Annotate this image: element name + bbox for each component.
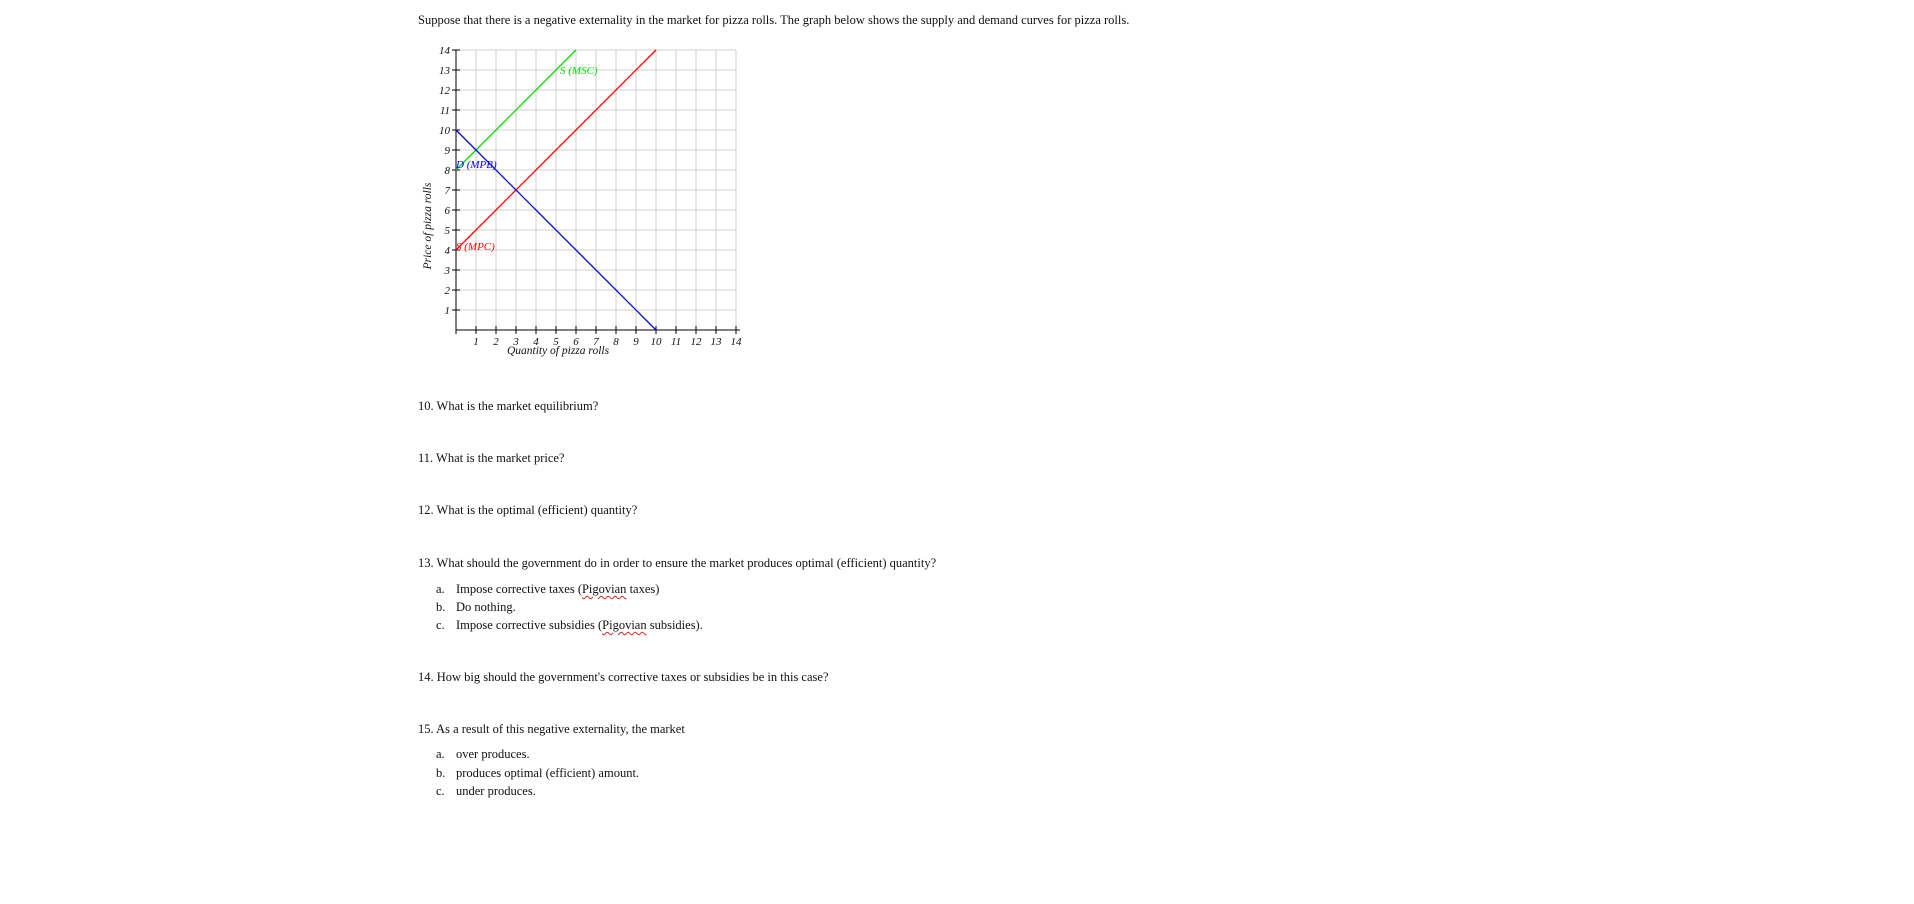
y-tick-label: 1: [444, 305, 450, 317]
option-text-pre: Impose corrective taxes (: [456, 582, 582, 596]
q15-option-b: [436, 766, 639, 781]
question-12: 12. What is the optimal (efficient) quantity?: [418, 503, 638, 517]
question-14: 14. How big should the government's corrective taxes or subsidies be in this case?: [418, 670, 829, 684]
y-tick-label: 2: [444, 285, 450, 297]
x-tick-label: 13: [710, 336, 722, 348]
x-tick-label: 2: [493, 336, 499, 348]
y-tick-label: 14: [439, 45, 450, 57]
question-11: 11. What is the market price?: [418, 451, 565, 465]
option-letter: b.: [436, 766, 446, 780]
option-letter: c.: [436, 618, 445, 632]
spellcheck-word: Pigovian: [602, 618, 647, 632]
q13-option-c: [436, 618, 703, 633]
option-text-post: subsidies).: [646, 618, 703, 632]
option-letter: a.: [436, 747, 445, 761]
y-tick-label: 9: [444, 145, 450, 157]
x-tick-label: 5: [553, 336, 559, 348]
x-tick-label: 12: [690, 336, 702, 348]
series-label-1: S (MPC): [456, 241, 495, 253]
x-tick-label: 7: [593, 336, 599, 348]
x-tick-label: 6: [573, 336, 579, 348]
spellcheck-word: Pigovian: [581, 582, 627, 596]
y-tick-label: 3: [444, 265, 450, 277]
y-tick-label: 5: [444, 225, 450, 237]
x-tick-label: 8: [613, 336, 619, 348]
intro-text: Suppose that there is a negative externality in the market for pizza rolls. The graph below shows the supply and demand curves for pizza rolls.: [418, 13, 1130, 27]
option-text-pre: Impose corrective subsidies (: [456, 618, 603, 632]
y-tick-label: 11: [439, 105, 450, 117]
option-text: over produces.: [456, 747, 530, 761]
q13-option-a: [436, 582, 659, 597]
y-tick-label: 6: [444, 205, 450, 217]
option-letter: b.: [436, 600, 446, 614]
y-axis-label: Price of pizza rolls: [422, 182, 434, 270]
x-tick-label: 1: [473, 336, 479, 348]
y-tick-label: 10: [439, 125, 450, 137]
question-13: 13. What should the government do in order to ensure the market produces optimal (efficient) quantity?: [418, 556, 937, 570]
question-10: 10. What is the market equilibrium?: [418, 399, 599, 413]
question-15: 15. As a result of this negative externality, the market: [418, 722, 685, 736]
option-letter: c.: [436, 784, 445, 798]
series-label-0: S (MSC): [560, 65, 598, 77]
x-tick-label: 11: [670, 336, 682, 348]
series-label-2: D (MPB): [456, 159, 497, 171]
x-tick-label: 3: [513, 336, 519, 348]
x-tick-label: 14: [730, 336, 742, 348]
option-text: under produces.: [456, 784, 536, 798]
x-tick-label: 4: [533, 336, 539, 348]
option-text-post: taxes): [626, 582, 660, 596]
y-tick-label: 4: [444, 245, 450, 257]
option-text: Do nothing.: [456, 600, 516, 614]
y-tick-label: 13: [439, 65, 450, 77]
y-tick-label: 8: [444, 165, 450, 177]
q13-option-b: [436, 600, 516, 615]
option-letter: a.: [436, 582, 445, 596]
x-tick-label: 10: [650, 336, 662, 348]
supply-demand-chart: [418, 34, 748, 364]
option-text: produces optimal (efficient) amount.: [456, 766, 640, 780]
y-tick-label: 12: [439, 85, 450, 97]
x-axis-label: Quantity of pizza rolls: [506, 345, 610, 357]
q15-option-c: [436, 784, 536, 799]
x-tick-label: 9: [633, 336, 639, 348]
q15-option-a: [436, 747, 530, 762]
y-tick-label: 7: [444, 185, 450, 197]
